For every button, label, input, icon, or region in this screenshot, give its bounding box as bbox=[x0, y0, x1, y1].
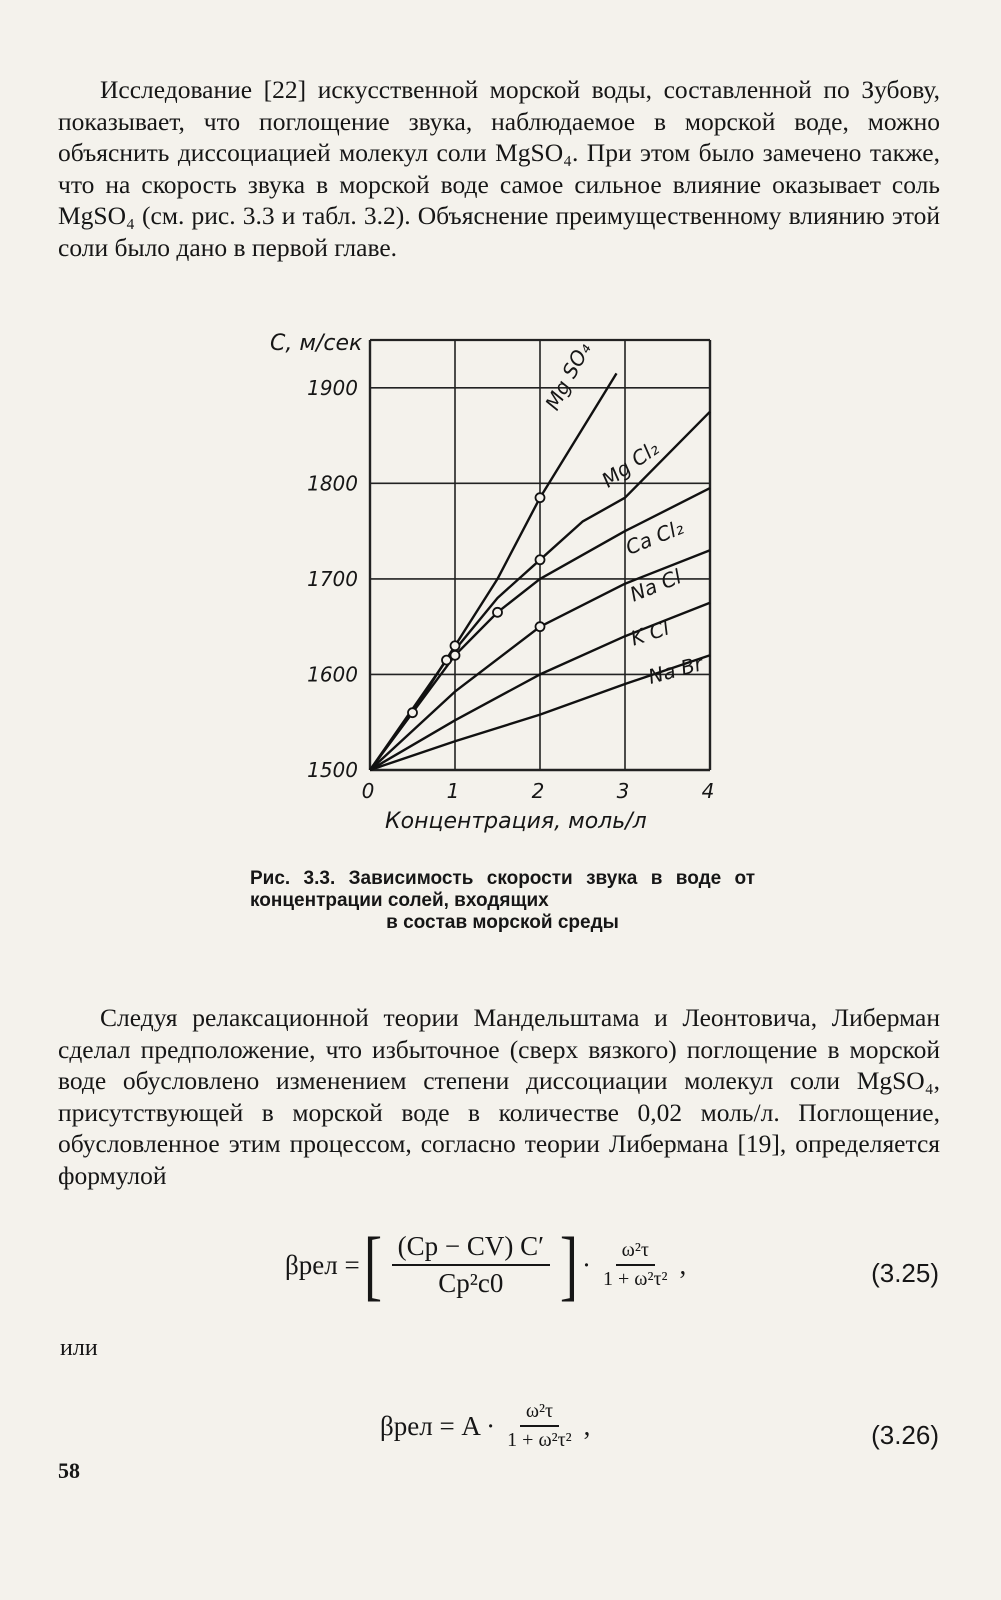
x-tick-label: 3 bbox=[616, 779, 630, 803]
chart-svg bbox=[230, 318, 770, 848]
series-label-mgcl2: Mg Cl₂ bbox=[597, 435, 664, 493]
series-label-kcl: K Cl bbox=[627, 615, 673, 651]
formula-1-lhs: βрел = bbox=[285, 1249, 360, 1280]
right-bracket: ] bbox=[559, 1221, 579, 1308]
formula-2-fraction bbox=[501, 1400, 577, 1452]
data-point-marker bbox=[451, 641, 460, 650]
curve-mgso4 bbox=[370, 373, 617, 770]
formula-1-fraction bbox=[392, 1231, 550, 1299]
formula-3-26 bbox=[380, 1400, 590, 1452]
comma: , bbox=[679, 1249, 687, 1280]
formula-1-omega-num: ω²τ bbox=[616, 1239, 655, 1266]
data-point-marker bbox=[451, 651, 460, 660]
formula-1-omega-fraction bbox=[597, 1239, 673, 1291]
x-tick-label: 2 bbox=[531, 779, 545, 803]
paragraph-2: Следуя релаксационной теории Мандельштама и Леонтовича, Либерман сделал предположение, что избыточное (сверх вязкого) поглощение в морской воде обусловлено изменением степени диссоциации молекул соли MgSO₄, присутствующей в морской воде в количестве 0,02 моль/л. Поглощение, обусловленное этим процессом, согласно теории Либермана [19], определяется формулой bbox=[58, 1003, 940, 1190]
data-point-marker bbox=[493, 608, 502, 617]
y-tick-label: 1800 bbox=[307, 471, 358, 496]
y-tick-label: 1600 bbox=[307, 662, 358, 687]
left-bracket: [ bbox=[363, 1221, 382, 1308]
x-tick-label: 1 bbox=[446, 779, 460, 803]
equation-number-3-25: (3.25) bbox=[871, 1258, 939, 1288]
x-axis-label: Концентрация, моль/л bbox=[385, 809, 647, 834]
formula-1-omega-den: 1 + ω²τ² bbox=[603, 1268, 668, 1290]
x-tick-label: 0 bbox=[361, 779, 375, 803]
series-label-mgso4: Mg SO₄ bbox=[540, 338, 596, 415]
y-axis-label: C, м/сек bbox=[270, 331, 363, 356]
formula-2-lhs: βрел = A · bbox=[380, 1410, 496, 1441]
chart-ticks bbox=[307, 338, 714, 803]
caption-line-1: Рис. 3.3. Зависимость скорости звука в воде от концентрации солей, входящих bbox=[250, 868, 755, 911]
multiply-dot: · bbox=[582, 1249, 592, 1280]
data-point-marker bbox=[408, 708, 417, 717]
comma: , bbox=[583, 1410, 591, 1441]
data-point-marker bbox=[536, 493, 545, 502]
caption-line-2: в состав морской среды bbox=[386, 912, 619, 933]
figure-caption bbox=[250, 868, 755, 934]
figure-chart bbox=[230, 318, 770, 848]
y-tick-label: 1900 bbox=[307, 375, 358, 400]
formula-1-denominator: Cp²c0 bbox=[438, 1268, 504, 1298]
series-label-cacl2: Ca Cl₂ bbox=[622, 514, 687, 560]
equation-number-3-26: (3.26) bbox=[871, 1420, 939, 1450]
formula-3-25 bbox=[285, 1221, 687, 1308]
page-number: 58 bbox=[58, 1458, 80, 1483]
data-point-marker bbox=[536, 555, 545, 564]
series-label-nabr: Na Br bbox=[645, 651, 706, 689]
data-point-marker bbox=[442, 656, 451, 665]
paragraph-1: Исследование [22] искусственной морской воды, составленной по Зубову, показывает, что поглощение звука, наблюдаемое в морской воде, можно объяснить диссоциацией молекул соли MgSO₄. При этом было замечено также, что на скорость звука в морской воде самое сильное влияние оказывает соль MgSO₄ (см. рис. 3.3 и табл. 3.2). Объяснение преимущественному влиянию этой соли было дано в первой главе. bbox=[58, 75, 940, 262]
formula-2-numerator: ω²τ bbox=[520, 1400, 559, 1427]
y-tick-label: 1500 bbox=[307, 758, 358, 782]
formula-2-denominator: 1 + ω²τ² bbox=[507, 1429, 572, 1451]
x-tick-label: 4 bbox=[701, 779, 715, 803]
formula-1-numerator: (Cp − CV) C′ bbox=[392, 1231, 550, 1266]
connector-word: или bbox=[60, 1335, 98, 1361]
series-label-nacl: Na Cl bbox=[626, 564, 685, 607]
data-point-marker bbox=[536, 622, 545, 631]
y-tick-label: 1700 bbox=[307, 566, 358, 591]
